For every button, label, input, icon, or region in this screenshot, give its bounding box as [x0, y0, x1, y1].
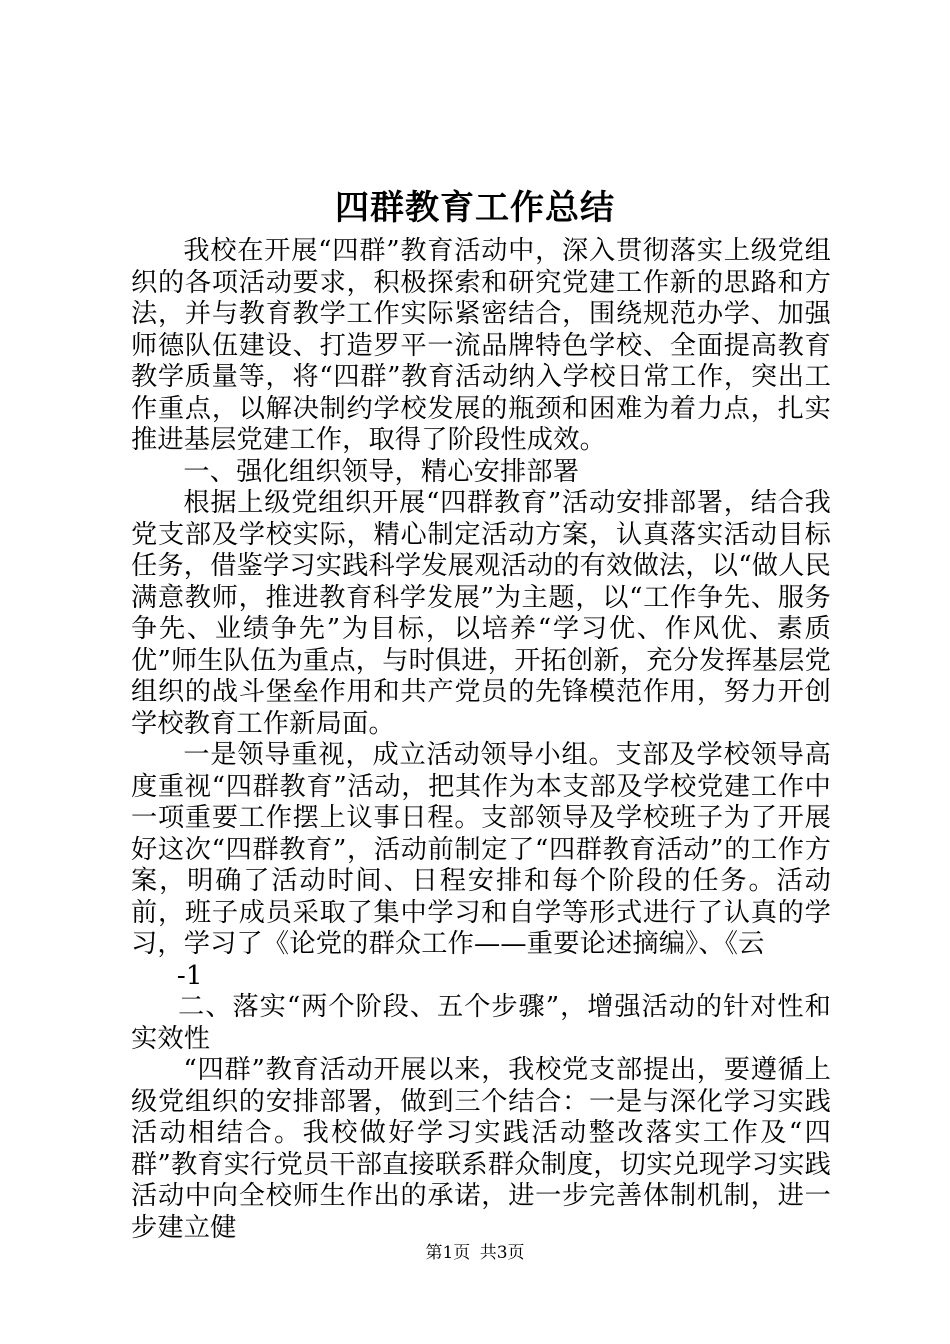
paragraph-section-1: 根据上级党组织开展“四群教育”活动安排部署，结合我党支部及学校实际，精心制定活动方案，认真落实活动目标任务，借鉴学习实践科学发展观活动的有效做法，以“做人民满意教师，推进教育科学发展”为主题，以“工作争先、服务争先、业绩争先”为目标，以培养“学习优、作风优、素质优”师生队伍为重点，与时俱进，开拓创新，充分发挥基层党组织的战斗堡垒作用和共产党员的先锋模范作用，努力开创学校教育工作新局面。 — [131, 488, 831, 739]
section-heading-2: 二、落实“两个阶段、五个步骤”，增强活动的针对性和实效性 — [131, 992, 831, 1054]
document-body — [131, 236, 831, 1244]
page-number: 第1页 — [425, 1243, 471, 1263]
document-title: 四群教育工作总结 — [335, 188, 615, 228]
page-total: 共3页 — [479, 1243, 525, 1263]
page-marker: -1 — [176, 960, 203, 991]
paragraph-leadership: 一是领导重视，成立活动领导小组。支部及学校领导高度重视“四群教育”活动，把其作为本支部及学校党建工作中一项重要工作摆上议事日程。支部领导及学校班子为了开展好这次“四群教育”，活动前制定了“四群教育活动”的工作方案，明确了活动时间、日程安排和每个阶段的任务。活动前，班子成员采取了集中学习和自学等形式进行了认真的学习，学习了《论党的群众工作——重要论述摘编》、《云 — [131, 740, 831, 959]
section-heading-1: 一、强化组织领导，精心安排部署 — [183, 456, 580, 487]
paragraph-intro: 我校在开展“四群”教育活动中，深入贯彻落实上级党组织的各项活动要求，积极探索和研究党建工作新的思路和方法，并与教育教学工作实际紧密结合，围绕规范办学、加强师德队伍建设、打造罗平一流品牌特色学校、全面提高教育教学质量等，将“四群”教育活动纳入学校日常工作，突出工作重点，以解决制约学校发展的瓶颈和困难为着力点，扎实推进基层党建工作，取得了阶段性成效。 — [131, 236, 831, 455]
paragraph-section-2: “四群”教育活动开展以来，我校党支部提出，要遵循上级党组织的安排部署，做到三个结合：一是与深化学习实践活动相结合。我校做好学习实践活动整改落实工作及“四群”教育实行党员干部直接联系群众制度，切实兑现学习实践活动中向全校师生作出的承诺，进一步完善体制机制，进一步建立健 — [131, 1055, 831, 1243]
page-footer — [0, 1241, 950, 1265]
